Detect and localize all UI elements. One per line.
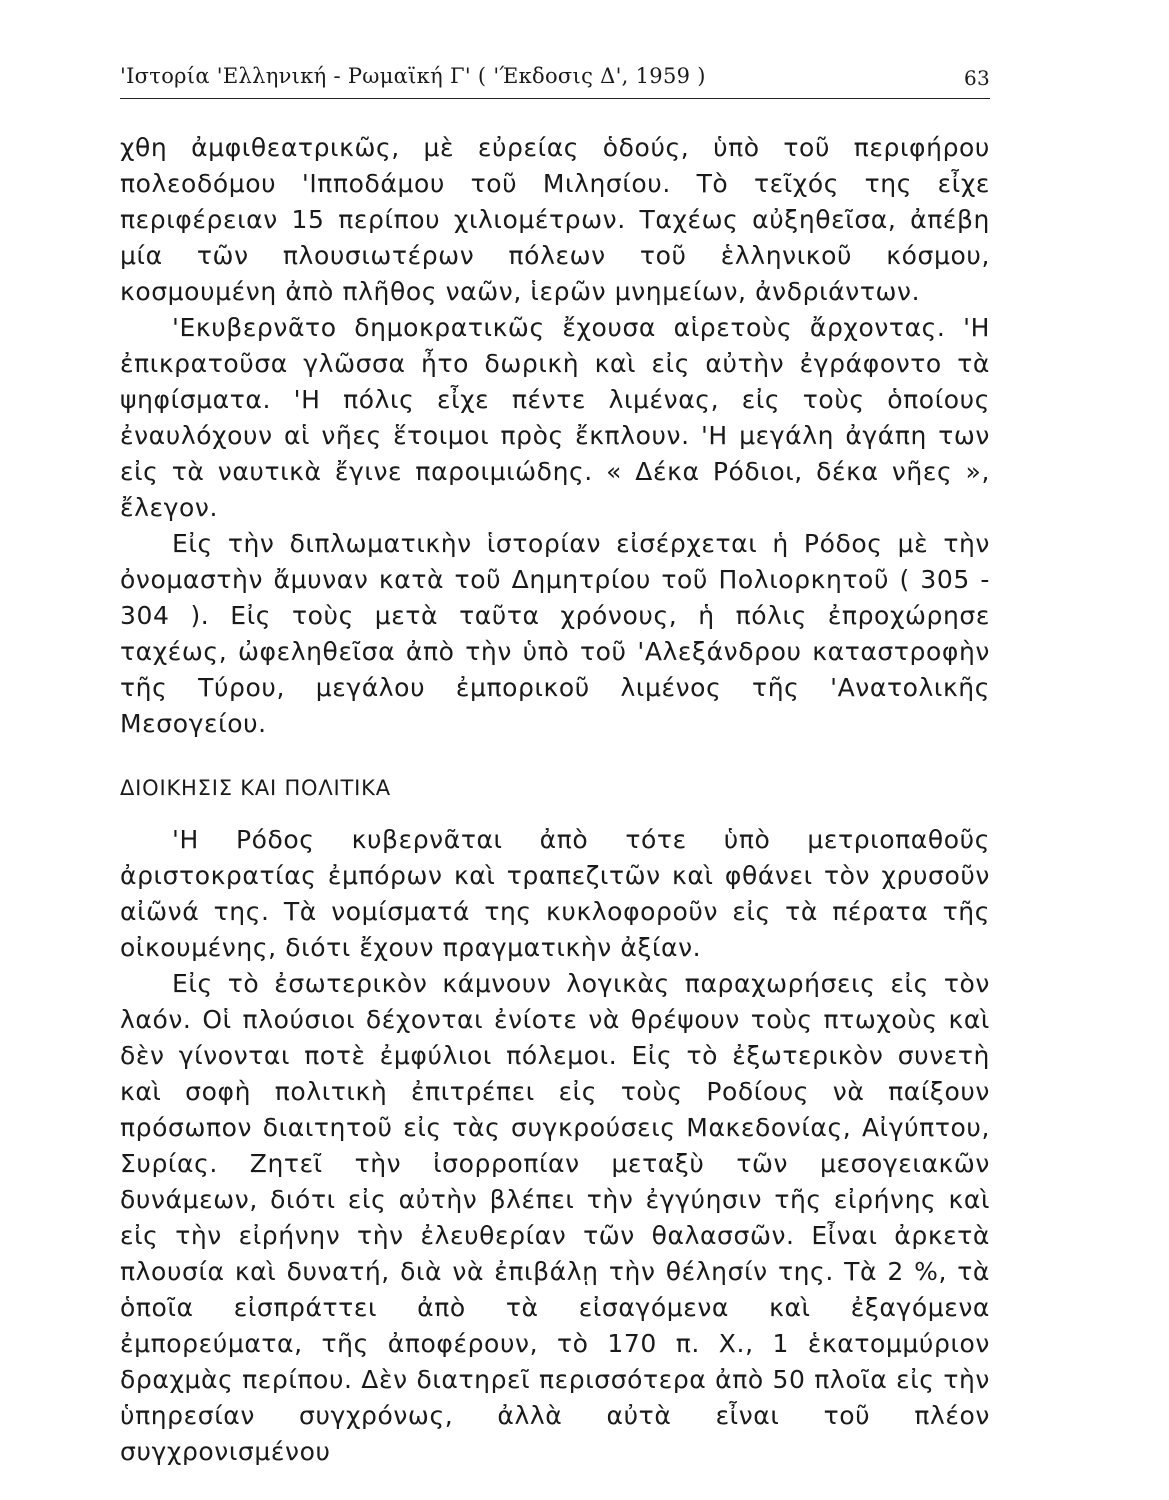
- paragraph: Εἰς τὸ ἐσωτερικὸν κάμνουν λογικὰς παραχωρήσεις εἰς τὸν λαόν. Οἱ πλούσιοι δέχονται ἐνίοτε νὰ θρέψουν τοὺς πτωχοὺς καὶ δὲν γίνονται ποτὲ ἐμφύλιοι πόλεμοι. Εἰς τὸ ἐξωτερικὸν συνετὴ καὶ σοφὴ πολιτικὴ ἐπιτρέπει εἰς τοὺς Ροδίους νὰ παίξουν πρόσωπον διαιτητοῦ εἰς τὰς συγκρούσεις Μακεδονίας, Αἰγύπτου, Συρίας. Ζητεῖ τὴν ἰσορροπίαν μεταξὺ τῶν μεσογειακῶν δυνάμεων, διότι εἰς αὐτὴν βλέπει τὴν ἐγγύησιν τῆς εἰρήνης καὶ εἰς τὴν εἰρήνην τὴν ἐλευθερίαν τῶν θαλασσῶν. Εἶναι ἀρκετὰ πλουσία καὶ δυνατή, διὰ νὰ ἐπιβάλῃ τὴν θέλησίν της. Τὰ 2 %, τὰ ὁποῖα εἰσπράττει ἀπὸ τὰ εἰσαγόμενα καὶ ἐξαγόμενα ἐμπορεύματα, τῆς ἀποφέρουν, τὸ 170 π. Χ., 1 ἑκατομμύριον δραχμὰς περίπου. Δὲν διατηρεῖ περισσότερα ἀπὸ 50 πλοῖα εἰς τὴν ὑπηρεσίαν συγχρόνως, ἀλλὰ αὐτὰ εἶναι τοῦ πλέον συγχρονισμένου: [120, 969, 990, 1466]
- paragraph: 'Εκυβερνᾶτο δημοκρατικῶς ἔχουσα αἱρετοὺς ἄρχοντας. 'Η ἐπικρατοῦσα γλῶσσα ἦτο δωρικὴ καὶ εἰς αὐτὴν ἐγράφοντο τὰ ψηφίσματα. 'Η πόλις εἶχε πέντε λιμένας, εἰς τοὺς ὁποίους ἐναυλόχουν αἱ νῆες ἕτοιμοι πρὸς ἔκπλουν. 'Η μεγάλη ἀγάπη των εἰς τὰ ναυτικὰ ἔγινε παροιμιώδης. « Δέκα Ρόδιοι, δέκα νῆες », ἔλεγον.: [120, 313, 990, 522]
- header-rule: [120, 98, 990, 99]
- running-header: [120, 64, 990, 104]
- paragraph: 'Η Ρόδος κυβερνᾶται ἀπὸ τότε ὑπὸ μετριοπαθοῦς ἀριστοκρατίας ἐμπόρων καὶ τραπεζιτῶν καὶ φθάνει τὸν χρυσοῦν αἰῶνά της. Τὰ νομίσματά της κυκλοφοροῦν εἰς τὰ πέρατα τῆς οἰκουμένης, διότι ἔχουν πραγματικὴν ἀξίαν.: [120, 825, 990, 962]
- header-title: 'Ιστορία 'Ελληνική - Ρωμαϊκή Γ' ( 'Έκδοσις Δ', 1959 ): [120, 64, 706, 88]
- section-heading: ΔΙΟΙΚΗΣΙΣ ΚΑΙ ΠΟΛΙΤΙΚΑ: [120, 776, 391, 800]
- paragraph: Εἰς τὴν διπλωματικὴν ἱστορίαν εἰσέρχεται ἡ Ρόδος μὲ τὴν ὀνομαστὴν ἄμυναν κατὰ τοῦ Δημητρίου τοῦ Πολιορκητοῦ ( 305 - 304 ). Εἰς τοὺς μετὰ ταῦτα χρόνους, ἡ πόλις ἐπροχώρησε ταχέως, ὠφεληθεῖσα ἀπὸ τὴν ὑπὸ τοῦ 'Αλεξάνδρου καταστροφὴν τῆς Τύρου, μεγάλου ἐμπορικοῦ λιμένος τῆς 'Ανατολικῆς Μεσογείου.: [120, 529, 990, 738]
- body-text: [120, 130, 990, 1470]
- page-number: 63: [963, 66, 990, 90]
- paragraph: χθη ἀμφιθεατρικῶς, μὲ εὐρείας ὁδούς, ὑπὸ τοῦ περιφήρου πολεοδόμου 'Ιπποδάμου τοῦ Μιλησίου. Τὸ τεῖχός της εἶχε περιφέρειαν 15 περίπου χιλιομέτρων. Ταχέως αὐξηθεῖσα, ἀπέβη μία τῶν πλουσιωτέρων πόλεων τοῦ ἑλληνικοῦ κόσμου, κοσμουμένη ἀπὸ πλῆθος ναῶν, ἱερῶν μνημείων, ἀνδριάντων.: [120, 133, 990, 306]
